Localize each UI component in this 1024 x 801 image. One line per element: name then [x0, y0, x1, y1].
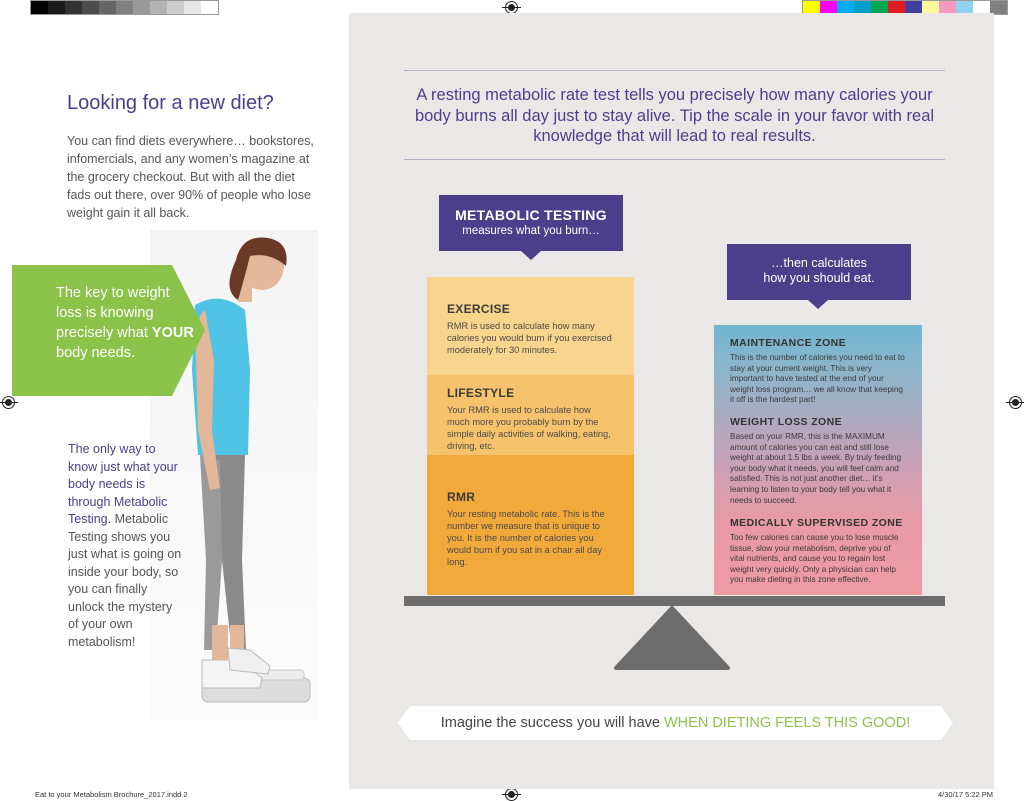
- grey-color-bar: [30, 0, 219, 15]
- pointer-down-icon: [808, 300, 828, 309]
- weight-loss-zone-section: [714, 416, 922, 506]
- metabolic-testing-subtitle: measures what you burn…: [462, 225, 600, 237]
- metabolic-testing-label: [439, 195, 623, 251]
- registration-mark-left: [2, 396, 15, 409]
- zone-text: Too few calories can cause you to lose muscle tissue, slow your metabolism, deprive you of vital nutrients, and cause you to regain lost weight very quickly. Only a physician can help you make dieting in this zone effective.: [730, 533, 899, 585]
- zone-text: Based on your RMR, this is the MAXIMUM amount of calories you can eat and still lose weight at about 1.5 lbs a week. By truly feeding your body what it needs, you will feel calm and satisfied. This is not just another diet… it’s learning to listen to your body tell you what it needs to succeed.: [730, 432, 902, 505]
- metabolic-testing-title: METABOLIC TESTING: [455, 207, 607, 223]
- only-way-highlight: The only way to know just what your body needs is through Metabolic Testing.: [68, 442, 178, 526]
- registration-mark-right: [1009, 396, 1022, 409]
- callout-text: The key to weight loss is knowing precisely what YOUR body needs.: [56, 285, 194, 361]
- key-to-weight-loss-callout: [12, 265, 217, 396]
- only-way-rest: Metabolic Testing shows you just what is going on inside your body, so you can finally unlock the mystery of your own metabolism!: [68, 512, 182, 649]
- scale-beam: [404, 596, 945, 606]
- pointer-down-icon: [521, 251, 541, 260]
- grey-swatch: [184, 1, 201, 14]
- headline-bottom-rule: [404, 159, 945, 160]
- grey-swatch: [133, 1, 150, 14]
- calories-burned-column: [427, 277, 634, 595]
- section-text: RMR is used to calculate how many calories you would burn if you exercised moderately for 30 minutes.: [447, 321, 612, 355]
- intro-paragraph: You can find diets everywhere… bookstores, infomercials, and any women’s magazine at the grocery checkout. But with all the diet fads out there, over 90% of people who lose weight gain it all back.: [67, 134, 314, 220]
- section-text: Your resting metabolic rate. This is the number we measure that is unique to you. It is the number of calories you would burn if you sat in a chair all day long.: [447, 509, 605, 567]
- medically-supervised-zone-section: [714, 517, 922, 586]
- calculates-line-2: how you should eat.: [763, 271, 875, 285]
- footer-timestamp: 4/30/17 5:22 PM: [938, 790, 994, 799]
- grey-swatch: [31, 1, 48, 14]
- grey-swatch: [150, 1, 167, 14]
- maintenance-zone-section: [714, 337, 922, 406]
- calorie-zones-column: [714, 325, 922, 595]
- headline: A resting metabolic rate test tells you precisely how many calories your body burns all day just to stay alive. Tip the scale in your favor with real knowledge that will lead to real results.: [414, 86, 935, 145]
- registration-mark-bottom: [505, 788, 518, 801]
- only-way-paragraph: [68, 441, 183, 651]
- zone-title: WEIGHT LOSS ZONE: [730, 416, 842, 428]
- section-text: Your RMR is used to calculate how much more you probably burn by the simple daily activities of walking, eating, driving, etc.: [447, 405, 611, 451]
- zone-title: MAINTENANCE ZONE: [730, 337, 847, 349]
- footer-filename: Eat to your Metabolism Brochure_2017.indd 2: [35, 790, 188, 799]
- banner-text: Imagine the success you will have WHEN DIETING FEELS THIS GOOD!: [440, 715, 911, 731]
- zone-title: MEDICALLY SUPERVISED ZONE: [730, 517, 903, 529]
- grey-swatch: [99, 1, 116, 14]
- scale-fulcrum-icon: [614, 606, 730, 670]
- headline-top-rule: [404, 70, 945, 71]
- zone-text: This is the number of calories you need to eat to stay at your current weight. This is very important to have tested at the end of your weight loss program… we all know that keeping it off is the hardest part!: [730, 353, 905, 405]
- exercise-section: [427, 277, 634, 375]
- rmr-section: [427, 455, 634, 595]
- calculates-label: [727, 244, 911, 300]
- section-title: LIFESTYLE: [447, 386, 515, 400]
- grey-swatch: [48, 1, 65, 14]
- success-banner: [398, 706, 953, 740]
- grey-swatch: [82, 1, 99, 14]
- section-title: RMR: [447, 490, 476, 504]
- page-title: Looking for a new diet?: [67, 92, 274, 114]
- grey-swatch: [65, 1, 82, 14]
- banner-highlight: WHEN DIETING FEELS THIS GOOD!: [663, 715, 911, 731]
- grey-swatch: [116, 1, 133, 14]
- lifestyle-section: [427, 375, 634, 455]
- calculates-line-1: …then calculates: [771, 256, 867, 270]
- grey-swatch: [201, 1, 218, 14]
- grey-swatch: [167, 1, 184, 14]
- section-title: EXERCISE: [447, 302, 511, 316]
